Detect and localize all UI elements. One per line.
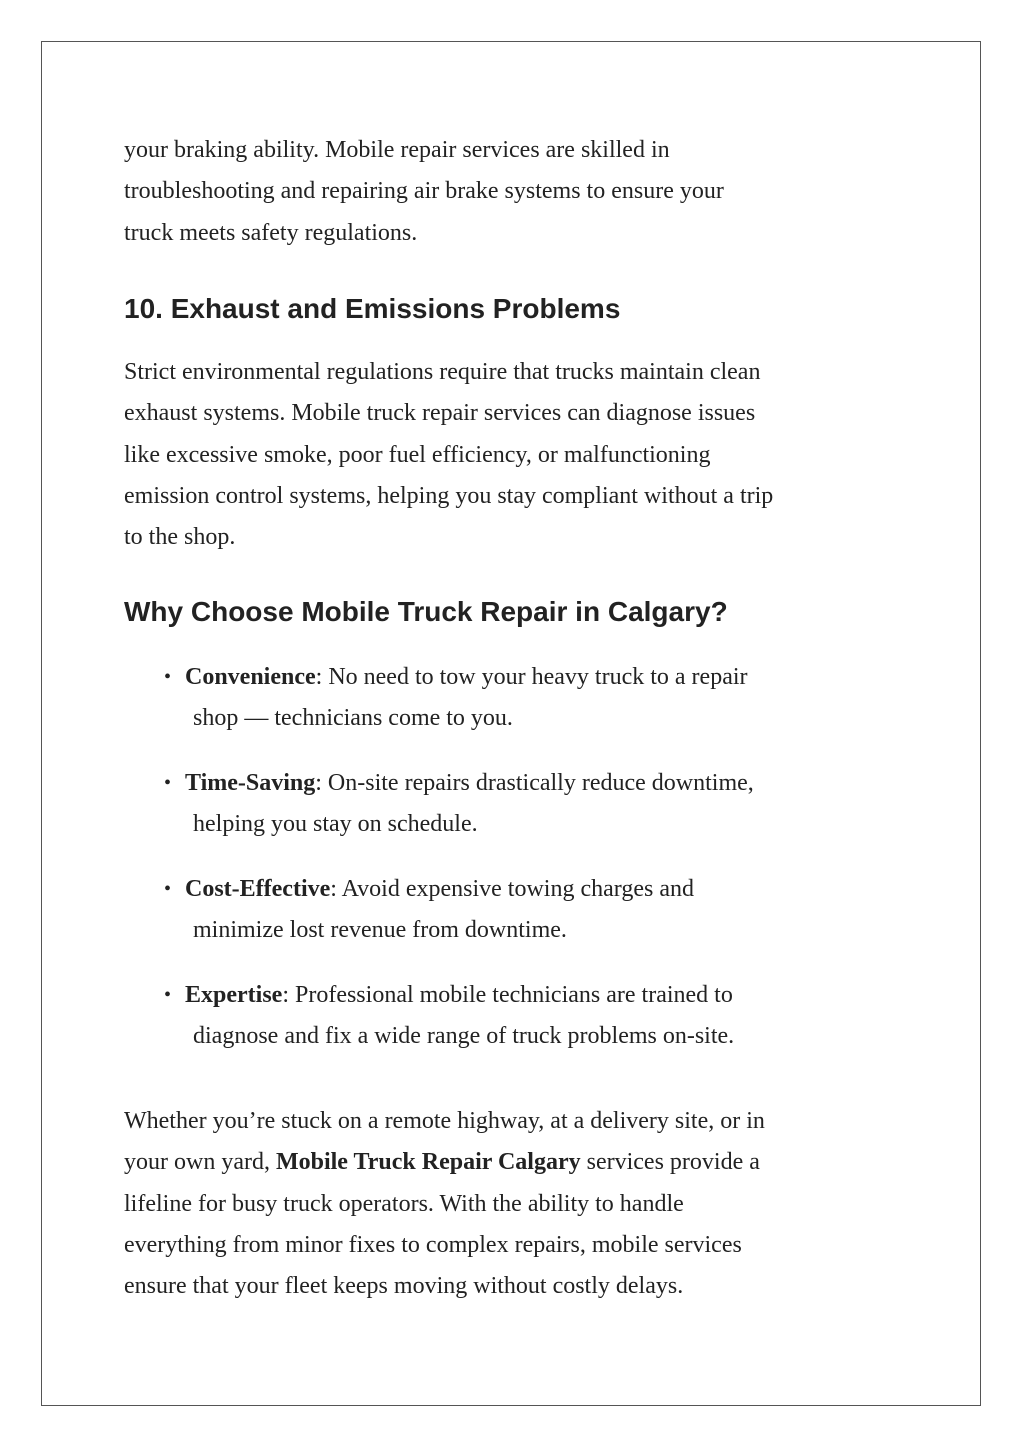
bullet-continuation: minimize lost revenue from downtime. [193, 917, 567, 943]
exhaust-line: emission control systems, helping you stay compliant without a trip [124, 482, 774, 509]
bullet-icon: • [164, 772, 172, 794]
bullet-text: : No need to tow your heavy truck to a repair [315, 664, 748, 690]
bullet-line [185, 869, 694, 910]
bullet-line [185, 657, 748, 698]
closing-paragraph [124, 1101, 899, 1307]
bullet-continuation: diagnose and fix a wide range of truck problems on-site. [193, 1023, 735, 1049]
closing-text: services provide a [580, 1149, 760, 1176]
bullet-text: : Professional mobile technicians are trained to [282, 982, 733, 1008]
closing-line: ensure that your fleet keeps moving without costly delays. [124, 1273, 684, 1300]
closing-text: your own yard, [124, 1149, 276, 1176]
bullet-term: Time-Saving [185, 770, 316, 796]
closing-line: everything from minor fixes to complex repairs, mobile services [124, 1231, 742, 1258]
intro-line: your braking ability. Mobile repair services are skilled in [124, 137, 670, 163]
closing-line [124, 1142, 899, 1183]
bullet-icon: • [164, 984, 172, 1006]
exhaust-paragraph [124, 352, 899, 558]
bullet-icon: • [164, 666, 172, 688]
bullet-term: Cost-Effective [185, 876, 331, 902]
bullet-line [185, 975, 733, 1016]
bullet-text: : Avoid expensive towing charges and [330, 876, 694, 902]
intro-line: truck meets safety regulations. [124, 219, 418, 246]
bullet-icon: • [164, 878, 172, 900]
bullet-text: : On-site repairs drastically reduce downtime, [315, 770, 754, 796]
exhaust-line: Strict environmental regulations require that trucks maintain clean [124, 359, 761, 385]
bullet-term: Expertise [185, 982, 283, 1008]
bullet-continuation: shop — technicians come to you. [193, 705, 513, 731]
intro-line: troubleshooting and repairing air brake systems to ensure your [124, 178, 724, 205]
intro-paragraph [124, 130, 899, 254]
closing-keyword: Mobile Truck Repair Calgary [275, 1149, 581, 1176]
bullet-line [185, 763, 754, 804]
section-heading-exhaust: 10. Exhaust and Emissions Problems [124, 293, 621, 324]
section-heading-why-choose: Why Choose Mobile Truck Repair in Calgary? [124, 596, 728, 627]
exhaust-line: exhaust systems. Mobile truck repair services can diagnose issues [124, 400, 756, 427]
exhaust-line: to the shop. [124, 524, 236, 551]
exhaust-line: like excessive smoke, poor fuel efficiency, or malfunctioning [124, 441, 711, 468]
closing-line: lifeline for busy truck operators. With the ability to handle [124, 1190, 684, 1217]
bullet-term: Convenience [185, 664, 316, 690]
closing-line: Whether you’re stuck on a remote highway, at a delivery site, or in [124, 1108, 765, 1134]
bullet-continuation: helping you stay on schedule. [193, 811, 478, 837]
